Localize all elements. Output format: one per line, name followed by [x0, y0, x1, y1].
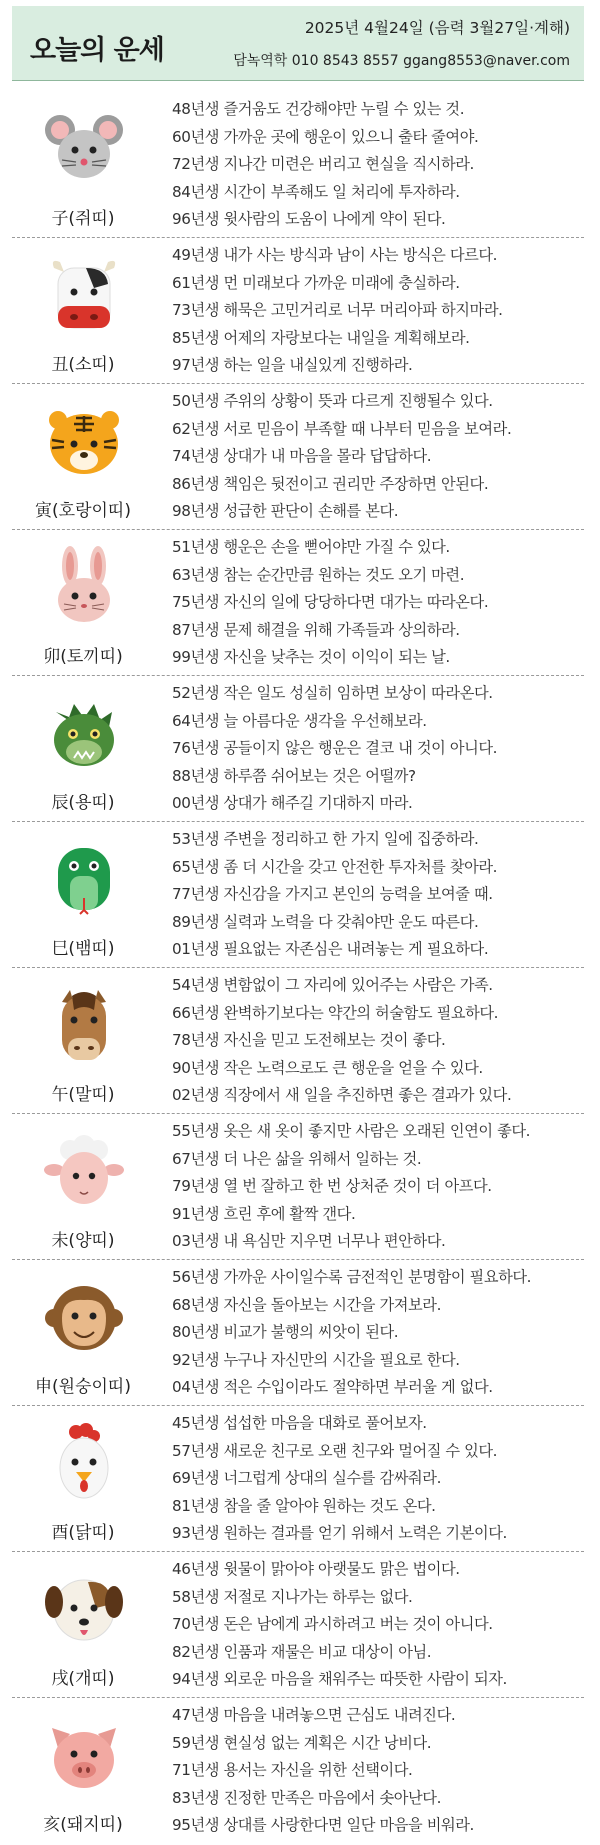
- fortune-line: 46년생 윗물이 맑아야 아랫물도 맑은 법이다.: [172, 1560, 460, 1578]
- fortune-line: 68년생 자신을 돌아보는 시간을 가져보라.: [172, 1295, 442, 1314]
- fortune-line: 55년생 옷은 새 옷이 좋지만 사람은 오래된 인연이 좋다.: [172, 1122, 531, 1140]
- animal-label: 午(말띠): [51, 1085, 115, 1105]
- animal-label: 丑(소띠): [51, 355, 115, 375]
- fortune-line: 64년생 늘 아름다운 생각을 우선해보라.: [172, 711, 427, 730]
- pig-icon: [44, 1714, 124, 1794]
- sheep-icon: [44, 1130, 124, 1210]
- fortune-line: 80년생 비교가 불행의 씨앗이 된다.: [172, 1323, 399, 1341]
- fortune-line: 48년생 즐거움도 건강해야만 누릴 수 있는 것.: [172, 100, 465, 118]
- dragon-icon: [44, 692, 124, 772]
- rabbit-icon: [44, 546, 124, 626]
- animal-label: 戌(개띠): [51, 1669, 115, 1689]
- zodiac-row-tiger: [12, 384, 584, 530]
- animal-label: 亥(돼지띠): [43, 1815, 123, 1835]
- fortune-line: 62년생 서로 믿음이 부족할 때 나부터 믿음을 보여라.: [172, 419, 512, 438]
- fortune-line: 90년생 작은 노력으로도 큰 행운을 얻을 수 있다.: [172, 1058, 483, 1077]
- fortune-line: 97년생 하는 일을 내실있게 진행하라.: [172, 356, 413, 374]
- fortune-line: 49년생 내가 사는 방식과 남이 사는 방식은 다르다.: [172, 246, 498, 264]
- animal-label: 巳(뱀띠): [51, 939, 115, 959]
- header: [12, 6, 584, 81]
- zodiac-row-monkey: [12, 1260, 584, 1406]
- fortune-line: 69년생 너그럽게 상대의 실수를 감싸줘라.: [172, 1469, 442, 1487]
- zodiac-row-rabbit: [12, 530, 584, 676]
- fortune-line: 59년생 현실성 없는 계획은 시간 낭비다.: [172, 1733, 432, 1752]
- zodiac-row-ox: [12, 238, 584, 384]
- fortune-line: 56년생 가까운 사이일수록 금전적인 분명함이 필요하다.: [172, 1268, 532, 1286]
- fortune-line: 02년생 직장에서 새 일을 추진하면 좋은 결과가 있다.: [172, 1086, 512, 1104]
- fortune-line: 93년생 원하는 결과를 얻기 위해서 노력은 기본이다.: [172, 1524, 507, 1542]
- fortune-line: 87년생 문제 해결을 위해 가족들과 상의하라.: [172, 620, 460, 639]
- fortune-line: 57년생 새로운 친구로 오랜 친구와 멀어질 수 있다.: [172, 1441, 498, 1460]
- zodiac-row-dog: [12, 1552, 584, 1698]
- zodiac-row-dragon: [12, 676, 584, 822]
- fortune-line: 01년생 필요없는 자존심은 내려놓는 게 필요하다.: [172, 940, 489, 958]
- fortune-line: 66년생 완벽하기보다는 약간의 허술함도 필요하다.: [172, 1003, 499, 1022]
- fortune-line: 88년생 하루쯤 쉬어보는 것은 어떨까?: [172, 766, 416, 785]
- fortune-line: 50년생 주위의 상황이 뜻과 다르게 진행될수 있다.: [172, 392, 493, 410]
- animal-label: 寅(호랑이띠): [35, 501, 131, 521]
- fortune-line: 67년생 더 나은 삶을 위해서 일하는 것.: [172, 1149, 422, 1168]
- fortune-line: 78년생 자신을 믿고 도전해보는 것이 좋다.: [172, 1031, 446, 1049]
- rooster-icon: [44, 1422, 124, 1502]
- fortune-line: 71년생 용서는 자신을 위한 선택이다.: [172, 1761, 413, 1779]
- fortune-line: 77년생 자신감을 가지고 본인의 능력을 보여줄 때.: [172, 885, 493, 903]
- fortune-line: 58년생 저절로 지나가는 하루는 없다.: [172, 1587, 413, 1606]
- fortune-line: 61년생 먼 미래보다 가까운 미래에 충실하라.: [172, 273, 460, 292]
- fortune-line: 92년생 누구나 자신만의 시간을 필요로 한다.: [172, 1350, 460, 1369]
- fortune-line: 73년생 해묵은 고민거리로 너무 머리아파 하지마라.: [172, 301, 503, 319]
- fortune-line: 79년생 열 번 잘하고 한 번 상처준 것이 더 아프다.: [172, 1177, 492, 1195]
- fortune-line: 84년생 시간이 부족해도 일 처리에 투자하라.: [172, 182, 460, 201]
- zodiac-list: [12, 92, 584, 1843]
- fortune-line: 52년생 작은 일도 성실히 임하면 보상이 따라온다.: [172, 684, 493, 702]
- fortune-line: 74년생 상대가 내 마음을 몰라 답답하다.: [172, 447, 432, 465]
- animal-label: 子(쥐띠): [51, 209, 115, 229]
- fortune-line: 96년생 윗사람의 도움이 나에게 약이 된다.: [172, 210, 446, 228]
- fortune-line: 76년생 공들이지 않은 행운은 결코 내 것이 아니다.: [172, 739, 498, 757]
- fortune-line: 54년생 변함없이 그 자리에 있어주는 사람은 가족.: [172, 976, 493, 994]
- fortune-line: 00년생 상대가 해주길 기대하지 마라.: [172, 794, 413, 812]
- fortune-line: 03년생 내 욕심만 지우면 너무나 편안하다.: [172, 1232, 446, 1250]
- animal-label: 酉(닭띠): [51, 1523, 115, 1543]
- fortune-line: 72년생 지나간 미련은 버리고 현실을 직시하라.: [172, 155, 474, 173]
- contact-line: 담녹역학 010 8543 8557 ggang8553@naver.com: [233, 53, 570, 69]
- fortune-line: 98년생 성급한 판단이 손해를 본다.: [172, 502, 399, 520]
- fortune-line: 65년생 좀 더 시간을 갖고 안전한 투자처를 찾아라.: [172, 857, 498, 876]
- fortune-line: 83년생 진정한 만족은 마음에서 솟아난다.: [172, 1788, 442, 1807]
- tiger-icon: [44, 400, 124, 480]
- fortune-line: 04년생 적은 수입이라도 절약하면 부러울 게 없다.: [172, 1378, 493, 1396]
- animal-label: 未(양띠): [51, 1231, 115, 1251]
- horse-icon: [44, 984, 124, 1064]
- ox-icon: [44, 254, 124, 334]
- zodiac-row-rooster: [12, 1406, 584, 1552]
- monkey-icon: [44, 1276, 124, 1356]
- fortune-line: 82년생 인품과 재물은 비교 대상이 아님.: [172, 1642, 432, 1661]
- zodiac-row-snake: [12, 822, 584, 968]
- page-title: 오늘의 운세: [30, 35, 164, 66]
- zodiac-row-sheep: [12, 1114, 584, 1260]
- fortune-line: 53년생 주변을 정리하고 한 가지 일에 집중하라.: [172, 830, 479, 848]
- animal-label: 申(원숭이띠): [35, 1377, 131, 1397]
- fortune-page: [12, 6, 584, 1840]
- fortune-line: 89년생 실력과 노력을 다 갖춰야만 운도 따른다.: [172, 912, 479, 931]
- fortune-line: 47년생 마음을 내려놓으면 근심도 내려진다.: [172, 1706, 456, 1724]
- fortune-line: 94년생 외로운 마음을 채워주는 따뜻한 사람이 되자.: [172, 1670, 507, 1688]
- zodiac-row-rat: [12, 92, 584, 238]
- fortune-line: 63년생 참는 순간만큼 원하는 것도 오기 마련.: [172, 565, 465, 584]
- snake-icon: [44, 838, 124, 918]
- animal-label: 辰(용띠): [51, 793, 115, 813]
- zodiac-row-pig: [12, 1698, 584, 1843]
- zodiac-row-horse: [12, 968, 584, 1114]
- fortune-line: 60년생 가까운 곳에 행운이 있으니 출타 줄여야.: [172, 127, 479, 146]
- fortune-line: 81년생 참을 줄 알아야 원하는 것도 온다.: [172, 1496, 436, 1515]
- animal-label: 卯(토끼띠): [43, 647, 123, 667]
- rat-icon: [44, 108, 124, 188]
- fortune-line: 45년생 섭섭한 마음을 대화로 풀어보자.: [172, 1414, 427, 1432]
- date-line: 2025년 4월24일 (음력 3월27일·계해): [304, 19, 570, 37]
- fortune-line: 75년생 자신의 일에 당당하다면 대가는 따라온다.: [172, 593, 489, 611]
- fortune-line: 51년생 행운은 손을 뻗어야만 가질 수 있다.: [172, 538, 450, 556]
- fortune-line: 85년생 어제의 자랑보다는 내일을 계획해보라.: [172, 328, 470, 347]
- dog-icon: [44, 1568, 124, 1648]
- fortune-line: 70년생 돈은 남에게 과시하려고 버는 것이 아니다.: [172, 1615, 493, 1633]
- fortune-line: 95년생 상대를 사랑한다면 일단 마음을 비워라.: [172, 1816, 474, 1834]
- fortune-line: 99년생 자신을 낮추는 것이 이익이 되는 날.: [172, 648, 450, 666]
- fortune-line: 86년생 책임은 뒷전이고 권리만 주장하면 안된다.: [172, 474, 489, 493]
- fortune-line: 91년생 흐린 후에 활짝 갠다.: [172, 1204, 356, 1223]
